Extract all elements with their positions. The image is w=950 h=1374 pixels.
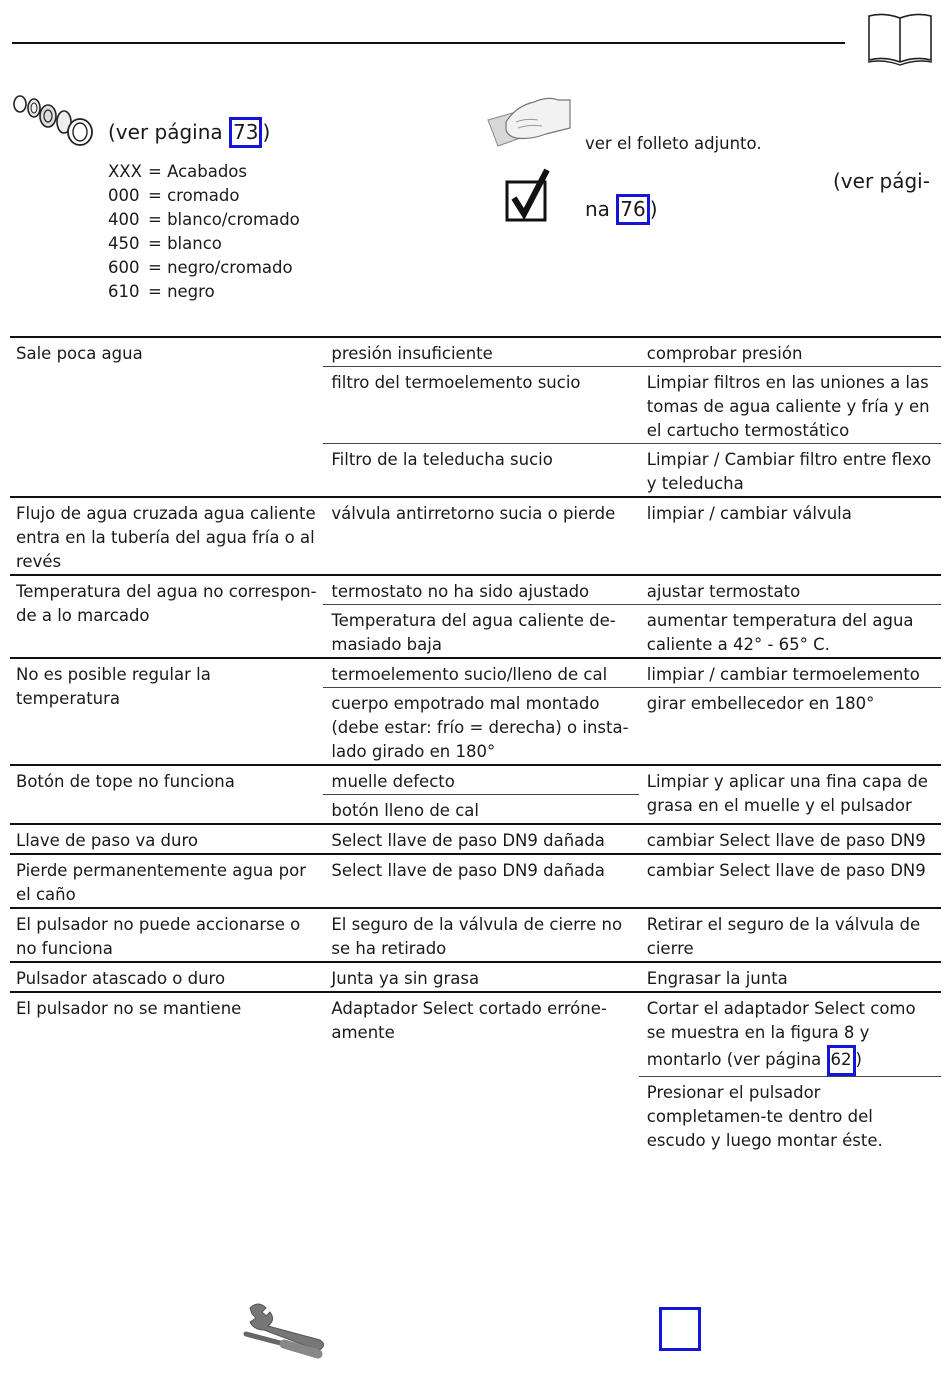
cause-cell: Select llave de paso DN9 dañada bbox=[323, 824, 638, 854]
problem-cell: Llave de paso va duro bbox=[10, 824, 323, 854]
wrench-screwdriver-icon bbox=[240, 1300, 330, 1360]
remedy-cell: limpiar / cambiar válvula bbox=[639, 497, 941, 575]
cause-cell: botón lleno de cal bbox=[323, 795, 638, 825]
remedy-cell: Limpiar y aplicar una fina capa de grasa en el muelle y el pulsador bbox=[639, 765, 941, 824]
cause-cell: Filtro de la teleducha sucio bbox=[323, 444, 638, 498]
cause-cell: termostato no ha sido ajustado bbox=[323, 575, 638, 605]
cause-cell: cuerpo empotrado mal montado (debe estar: frío = derecha) o insta-lado girado en 180° bbox=[323, 688, 638, 766]
table-row bbox=[10, 962, 941, 992]
table-row bbox=[10, 658, 941, 688]
cause-cell: Select llave de paso DN9 dañada bbox=[323, 854, 638, 908]
cause-cell: Junta ya sin grasa bbox=[323, 962, 638, 992]
problem-cell: Botón de tope no funciona bbox=[10, 765, 323, 824]
table-row bbox=[10, 765, 941, 795]
finish-row: 000 = cromado bbox=[108, 186, 240, 205]
remedy-cell: Presionar el pulsador completamen-te dentro del escudo y luego montar éste. bbox=[639, 1077, 941, 1154]
remedy-cell: Retirar el seguro de la válvula de cierre bbox=[639, 908, 941, 962]
finish-row: 400 = blanco/cromado bbox=[108, 210, 300, 229]
problem-cell: No es posible regular la temperatura bbox=[10, 658, 323, 765]
problem-cell: Sale poca agua bbox=[16, 344, 143, 363]
remedy-cell: limpiar / cambiar termoelemento bbox=[639, 658, 941, 688]
test-reference-line2: na 76 ) bbox=[585, 194, 658, 225]
cause-cell: El seguro de la válvula de cierre no se ha retirado bbox=[323, 908, 638, 962]
remedy-cell: aumentar temperatura del agua caliente a 42° - 65° C. bbox=[639, 605, 941, 659]
table-row bbox=[10, 992, 941, 1077]
cleaning-text: ver el folleto adjunto. bbox=[585, 134, 762, 153]
remedy-cell: ajustar termostato bbox=[639, 575, 941, 605]
finish-row: 610 = negro bbox=[108, 282, 215, 301]
troubleshooting-table bbox=[10, 336, 941, 1153]
remedy-cell: cambiar Select llave de paso DN9 bbox=[639, 824, 941, 854]
page-link-73[interactable]: 73 bbox=[229, 117, 262, 148]
finish-row: XXX = Acabados bbox=[108, 162, 247, 181]
problem-cell: El pulsador no puede accionarse o no funciona bbox=[10, 908, 323, 962]
remedy-cell: Limpiar filtros en las uniones a las tomas de agua caliente y fría y en el cartucho termostático bbox=[639, 367, 941, 444]
header-rule bbox=[12, 42, 845, 44]
finish-row: 600 = negro/cromado bbox=[108, 258, 293, 277]
problem-cell: El pulsador no se mantiene bbox=[10, 992, 323, 1153]
open-book-icon bbox=[866, 10, 934, 66]
remedy-cell: Engrasar la junta bbox=[639, 962, 941, 992]
table-row bbox=[10, 575, 941, 605]
table-row bbox=[10, 497, 941, 575]
remedy-cell: Limpiar / Cambiar filtro entre flexo y teleducha bbox=[639, 444, 941, 498]
finish-row: 450 = blanco bbox=[108, 234, 222, 253]
cause-cell: Temperatura del agua caliente de-masiado baja bbox=[323, 605, 638, 659]
checkbox-icon bbox=[505, 168, 551, 224]
remedy-cell: comprobar presión bbox=[646, 344, 803, 363]
remedy-cell: Cortar el adaptador Select como se muestra en la figura 8 y montarlo (ver página 62 ) bbox=[639, 992, 941, 1077]
table-row bbox=[10, 908, 941, 962]
spare-parts-icon bbox=[12, 92, 98, 150]
cause-cell: Adaptador Select cortado erróne-amente bbox=[323, 992, 638, 1153]
problem-cell: Flujo de agua cruzada agua caliente entra en la tubería del agua fría o al revés bbox=[10, 497, 323, 575]
hand-cloth-icon bbox=[486, 92, 572, 154]
empty-box-icon bbox=[659, 1307, 701, 1351]
table-row bbox=[10, 854, 941, 908]
parts-page-reference: (ver página 73 ) bbox=[108, 117, 270, 148]
page-link-62[interactable]: 62 bbox=[827, 1045, 856, 1076]
remedy-cell: girar embellecedor en 180° bbox=[639, 688, 941, 766]
table-row bbox=[10, 824, 941, 854]
test-reference-line1: (ver pági- bbox=[833, 169, 930, 193]
problem-cell: Temperatura del agua no correspon-de a lo marcado bbox=[10, 575, 323, 658]
table-row bbox=[10, 337, 941, 367]
cause-cell: muelle defecto bbox=[323, 765, 638, 795]
problem-cell: Pierde permanentemente agua por el caño bbox=[10, 854, 323, 908]
finishes-list bbox=[108, 160, 300, 304]
problem-cell: Pulsador atascado o duro bbox=[10, 962, 323, 992]
cause-cell: válvula antirretorno sucia o pierde bbox=[323, 497, 638, 575]
cause-cell: presión insuficiente bbox=[331, 344, 493, 363]
cause-cell: termoelemento sucio/lleno de cal bbox=[323, 658, 638, 688]
remedy-cell: cambiar Select llave de paso DN9 bbox=[639, 854, 941, 908]
cause-cell: filtro del termoelemento sucio bbox=[323, 367, 638, 444]
page-link-76[interactable]: 76 bbox=[616, 194, 649, 225]
